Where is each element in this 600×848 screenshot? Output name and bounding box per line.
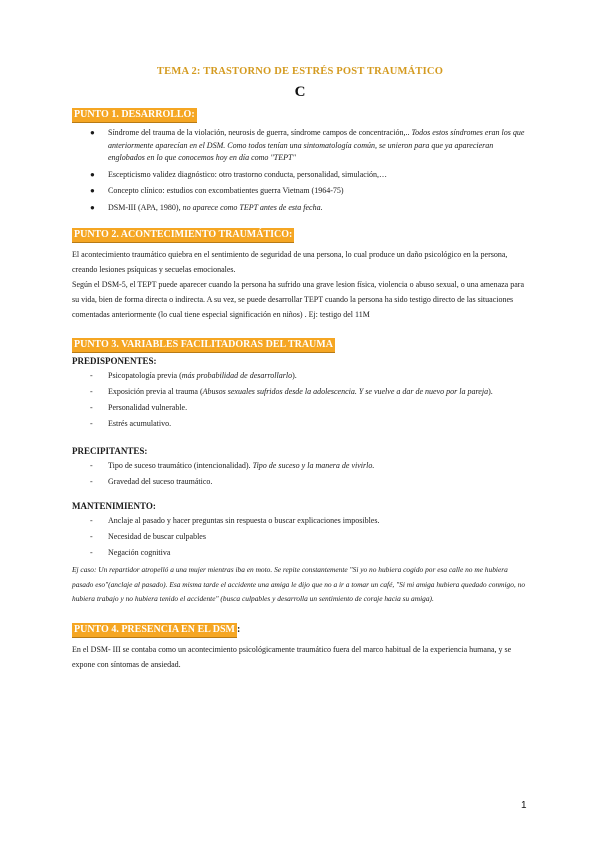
- section-dsm: [72, 619, 530, 672]
- document-letter: C: [294, 84, 306, 100]
- dash-icon: -: [90, 419, 93, 428]
- dash-icon: -: [90, 548, 93, 557]
- section-heading-colon: :: [236, 623, 241, 635]
- subsection-title: MANTENIMIENTO:: [72, 501, 156, 511]
- list-item: ● Síndrome del trauma de la violación, neurosis de guerra, síndrome campos de concentración,.. Todos estos síndromes eran los que anteriormente aparecían en el DSM. Como todos tenían una sintomatología común, se unieron para que ya aparecieran englobados en lo que conocemos hoy en día como "TEPT": [90, 128, 525, 162]
- list-item: ● Escepticismo validez diagnóstico: otro trastorno conducta, personalidad, simulación,…: [72, 169, 530, 182]
- document-body: [72, 104, 530, 678]
- list-item: - Psicopatología previa (más probabilidad de desarrollarlo).: [72, 370, 530, 383]
- bullet-icon: ●: [90, 169, 95, 179]
- section-heading: PUNTO 4. PRESENCIA EN EL DSM: [72, 623, 237, 638]
- list-item: - Anclaje al pasado y hacer preguntas sin respuesta o buscar explicaciones imposibles.: [72, 515, 530, 528]
- dash-list: [72, 370, 530, 431]
- dash-icon: -: [90, 516, 93, 525]
- page-number: 1: [521, 800, 527, 811]
- dash-icon: -: [90, 460, 93, 470]
- list-item: ● Concepto clínico: estudios con excombatientes guerra Vietnam (1964-75): [72, 185, 530, 198]
- case-example: Ej caso: Un repartidor atropelló a una mujer mientras iba en moto. Se repite constantemente "Si yo no hubiera cogido por esa calle no me hubiera pasado eso"(anclaje al pasado). Esa misma tarde el accidente una amiga le dijo que no a ir a tomar un café, "Si mi amiga hubiera quedado conmigo, no hubiera trabajo y no hubiera tenido el accidente" (busca culpables y desarrolla un sentimiento de coraje hacia su amiga).: [72, 565, 526, 603]
- bullet-icon: ●: [90, 186, 95, 195]
- dash-icon: -: [90, 387, 93, 396]
- paragraph: El acontecimiento traumático quiebra en el sentimiento de seguridad de una persona, lo cual produce un daño psicológico en la persona, creando lesiones psíquicas y secuelas emocionales.: [72, 250, 508, 274]
- list-item: - Exposición previa al trauma (Abusos sexuales sufridos desde la adolescencia. Y se vuelve a dar de nuevo por la pareja).: [72, 386, 530, 399]
- paragraph: En el DSM- III se contaba como un acontecimiento psicológicamente traumático fuera del marco habitual de la experiencia humana, y se expone con síntomas de ansiedad.: [72, 644, 512, 669]
- section-heading: PUNTO 2. ACONTECIMIENTO TRAUMÁTICO:: [72, 228, 294, 243]
- subsection-title: PREDISPONENTES:: [72, 356, 157, 366]
- dash-icon: -: [90, 371, 93, 380]
- list-item: - Personalidad vulnerable.: [72, 402, 530, 415]
- dash-list: [72, 460, 530, 489]
- section-heading: PUNTO 1. DESARROLLO:: [72, 108, 197, 123]
- paragraph: Según el DSM-5, el TEPT puede aparecer cuando la persona ha sufrido una grave lesion física, violencia o abuso sexual, o una amenaza para su vida, bien de forma directa o indirecta. A su vez, se puede desarrollar TEPT cuando la persona ha sido testigo directo de las situaciones comentadas anteriormente (lo cual tiene especial significación en niños) . Ej: testigo del 11M: [72, 280, 524, 319]
- dash-icon: -: [90, 532, 93, 541]
- list-item: ● DSM-III (APA, 1980), no aparece como TEPT antes de esta fecha.: [72, 202, 530, 215]
- list-item: - Gravedad del suceso traumático.: [72, 476, 530, 489]
- list-item: - Necesidad de buscar culpables: [72, 531, 530, 544]
- dash-list: [72, 515, 530, 560]
- subsection-title: PRECIPITANTES:: [72, 445, 148, 456]
- section-variables: [72, 334, 530, 607]
- dash-icon: -: [90, 403, 93, 412]
- bullet-icon: ●: [90, 128, 95, 137]
- bullet-list: [72, 127, 530, 214]
- section-desarrollo: [72, 104, 530, 214]
- document-title: TEMA 2: TRASTORNO DE ESTRÉS POST TRAUMÁTICO: [156, 66, 444, 77]
- list-item: - Tipo de suceso traumático (intencionalidad). Tipo de suceso y la manera de vivirlo.: [72, 460, 530, 473]
- bullet-icon: ●: [90, 202, 95, 212]
- list-item: - Negación cognitiva: [72, 547, 530, 560]
- list-item: - Estrés acumulativo.: [72, 418, 530, 431]
- section-heading: PUNTO 3. VARIABLES FACILITADORAS DEL TRAUMA: [72, 338, 335, 353]
- dash-icon: -: [90, 476, 93, 486]
- section-acontecimiento: [72, 224, 530, 322]
